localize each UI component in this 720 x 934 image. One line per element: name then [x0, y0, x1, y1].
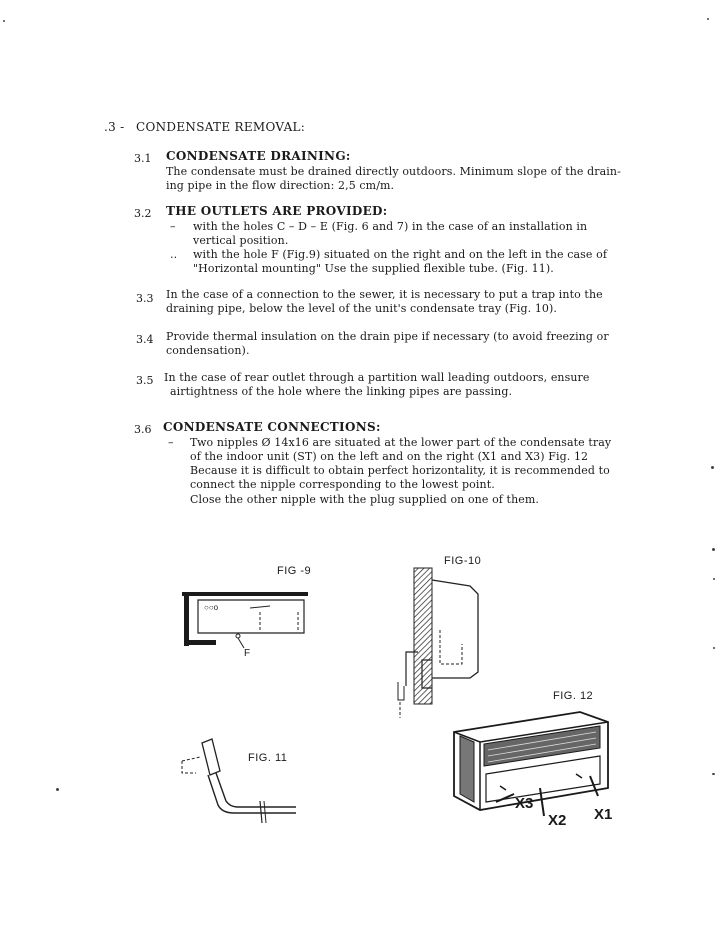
bullet-dash: – [170, 220, 176, 233]
scan-speck [712, 548, 715, 551]
item-number-3-5: 3.5 [136, 374, 154, 387]
item-number-3-1: 3.1 [134, 152, 152, 165]
item-line: airtightness of the hole where the linking pipes are passing. [170, 385, 513, 398]
fig10-label: FIG-10 [444, 555, 482, 567]
fig9-label: FIG -9 [277, 565, 312, 577]
item-line: Close the other nipple with the plug supplied on one of them. [190, 493, 539, 506]
fig12-callout-x3: X3 [515, 795, 534, 812]
scan-speck [712, 773, 715, 775]
scan-speck [3, 20, 5, 22]
section-number: .3 - [104, 120, 125, 134]
item-line: ing pipe in the flow direction: 2,5 cm/m. [166, 179, 395, 192]
item-line: draining pipe, below the level of the unit's condensate tray (Fig. 10). [166, 302, 558, 315]
scan-speck [713, 578, 715, 580]
item-line: "Horizontal mounting" Use the supplied flexible tube. (Fig. 11). [193, 262, 554, 275]
item-line: Provide thermal insulation on the drain pipe if necessary (to avoid freezing or [166, 330, 609, 343]
item-heading-3-2: THE OUTLETS ARE PROVIDED: [166, 204, 388, 218]
bullet-dash: – [168, 436, 174, 449]
fig10-drawing [392, 560, 492, 720]
item-line: The condensate must be drained directly outdoors. Minimum slope of the drain- [166, 165, 621, 178]
svg-text:○○o: ○○o [204, 603, 219, 612]
fig12-callout-x2: X2 [548, 812, 567, 829]
item-heading-3-6: CONDENSATE CONNECTIONS: [163, 420, 381, 434]
fig12-label: FIG. 12 [553, 690, 594, 702]
item-heading-3-1: CONDENSATE DRAINING: [166, 149, 351, 163]
item-number-3-3: 3.3 [136, 292, 154, 305]
item-number-3-2: 3.2 [134, 207, 152, 220]
fig9-letter: F [244, 648, 251, 659]
fig11-label: FIG. 11 [248, 752, 288, 764]
item-number-3-6: 3.6 [134, 423, 152, 436]
scan-speck [56, 788, 59, 791]
fig12-callout-x1: X1 [594, 806, 613, 823]
item-number-3-4: 3.4 [136, 333, 154, 346]
scan-speck [707, 18, 709, 20]
bullet-dash: .. [170, 248, 178, 261]
section-title: CONDENSATE REMOVAL: [136, 120, 306, 134]
scan-speck [713, 647, 715, 649]
item-line: vertical position. [193, 234, 289, 247]
item-line: In the case of rear outlet through a partition wall leading outdoors, ensure [164, 371, 590, 384]
item-line: of the indoor unit (ST) on the left and on the right (X1 and X3) Fig. 12 [190, 450, 589, 463]
item-line: with the hole F (Fig.9) situated on the right and on the left in the case of [193, 248, 607, 261]
item-line: connect the nipple corresponding to the lowest point. [190, 478, 495, 491]
scan-speck [711, 466, 714, 469]
item-line: In the case of a connection to the sewer, it is necessary to put a trap into the [166, 288, 603, 301]
item-line: condensation). [166, 344, 250, 357]
item-line: with the holes C – D – E (Fig. 6 and 7) in the case of an installation in [193, 220, 588, 233]
fig11-drawing [178, 735, 308, 830]
item-line: Two nipples Ø 14x16 are situated at the lower part of the condensate tray [190, 436, 612, 449]
item-line: Because it is difficult to obtain perfect horizontality, it is recommended to [190, 464, 610, 477]
